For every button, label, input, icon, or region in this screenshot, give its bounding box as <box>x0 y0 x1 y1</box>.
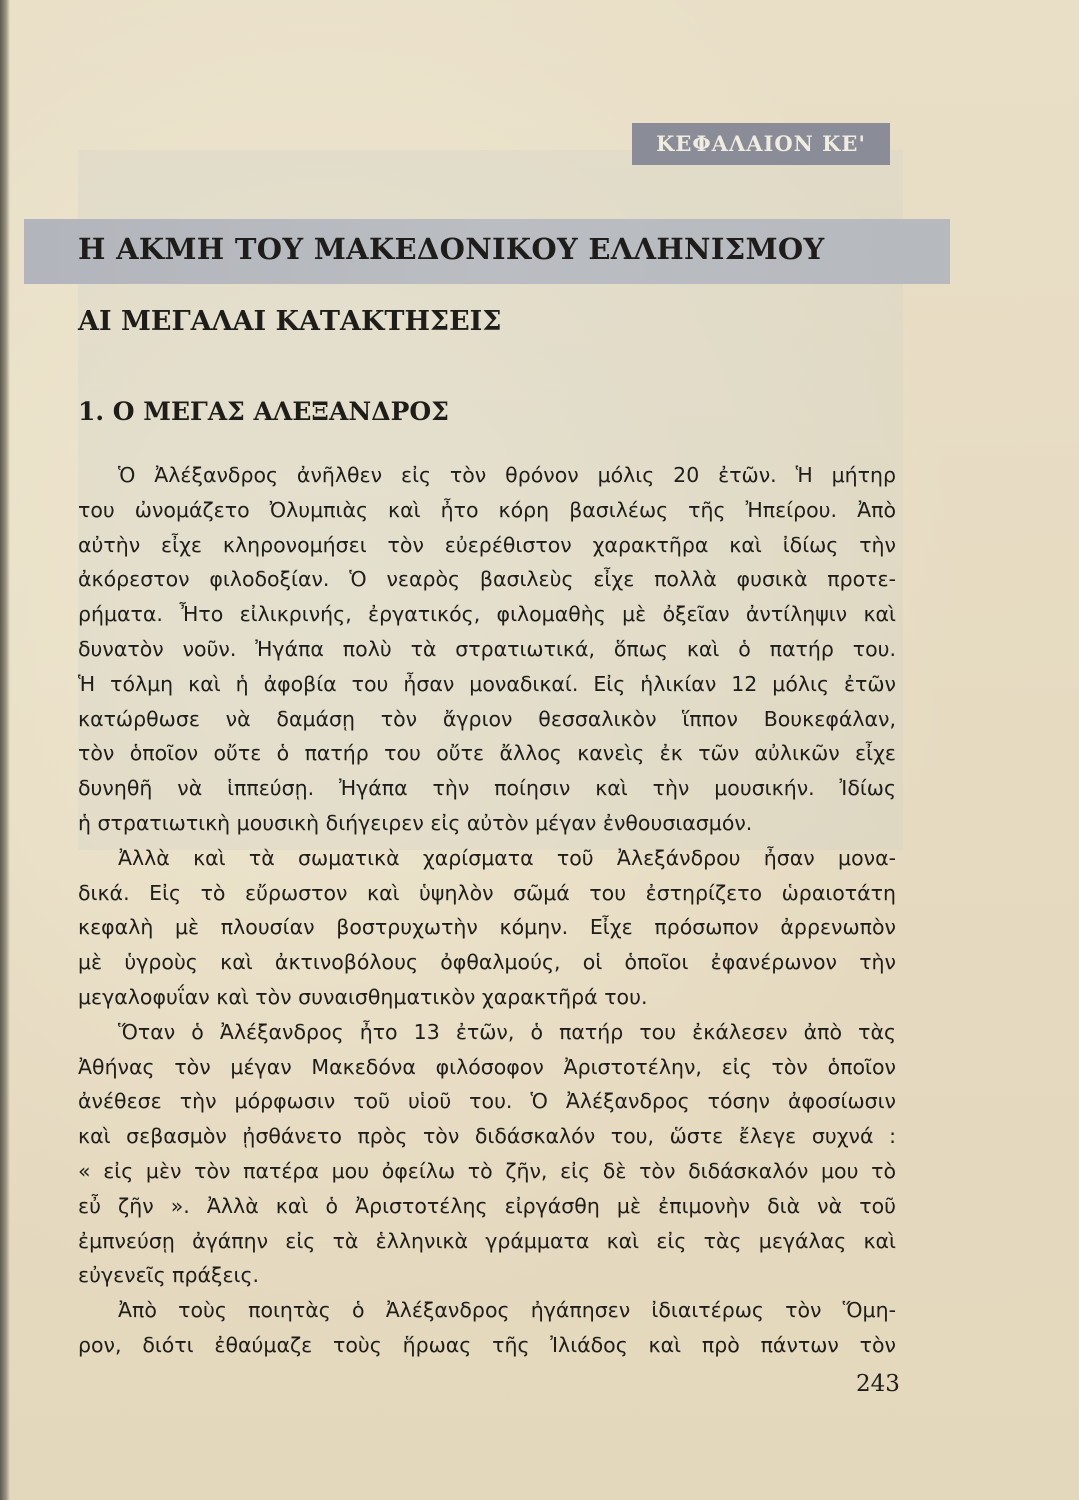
page-number: 243 <box>856 1371 900 1397</box>
text-line: δικά. Εἰς τὸ εὔρωστον καὶ ὑψηλὸν σῶμά του ἐστηρίζετο ὡραιοτάτη <box>78 880 896 905</box>
text-line: « εἰς μὲν τὸν πατέρα μου ὀφείλω τὸ ζῆν, εἰς δὲ τὸν διδάσκαλόν μου τὸ <box>78 1158 896 1183</box>
text-line: Ὁ Ἀλέξανδρος ἀνῆλθεν εἰς τὸν θρόνον μόλις 20 ἐτῶν. Ἡ μήτηρ <box>118 463 896 487</box>
text-line: μὲ ὑγροὺς καὶ ἀκτινοβόλους ὀφθαλμούς, οἱ ὁποῖοι ἐφανέρωνον τὴν <box>78 950 896 975</box>
text-line: Ἀπὸ τοὺς ποιητὰς ὁ Ἀλέξανδρος ἠγάπησεν ἰδιαιτέρως τὸν Ὅμη- <box>118 1298 896 1323</box>
text-line: Ὅταν ὁ Ἀλέξανδρος ἦτο 13 ἐτῶν, ὁ πατήρ του ἐκάλεσεν ἀπὸ τὰς <box>118 1019 896 1044</box>
text-line: μεγαλοφυΐαν καὶ τὸν συναισθηματικὸν χαρακτῆρά του. <box>78 984 648 1009</box>
text-line: ρήματα. Ἦτο εἰλικρινής, ἐργατικός, φιλομαθὴς μὲ ὀξεῖαν ἀντίληψιν καὶ <box>78 602 896 627</box>
text-line: καὶ σεβασμὸν ᾐσθάνετο πρὸς τὸν διδάσκαλόν του, ὥστε ἔλεγε συχνά : <box>78 1124 896 1149</box>
text-line: τὸν ὁποῖον οὔτε ὁ πατήρ του οὔτε ἄλλος κανεὶς ἐκ τῶν αὐλικῶν εἶχε <box>78 741 896 766</box>
sub-title: ΑΙ ΜΕΓΑΛΑΙ ΚΑΤΑΚΤΗΣΕΙΣ <box>78 306 502 337</box>
main-title: Η ΑΚΜΗ ΤΟΥ ΜΑΚΕΔΟΝΙΚΟΥ ΕΛΛΗΝΙΣΜΟΥ <box>78 232 825 266</box>
text-line: Ἀθήνας τὸν μέγαν Μακεδόνα φιλόσοφον Ἀριστοτέλην, εἰς τὸν ὁποῖον <box>78 1054 896 1079</box>
text-line: του ὠνομάζετο Ὀλυμπιὰς καὶ ἦτο κόρη βασιλέως τῆς Ἠπείρου. Ἀπὸ <box>78 497 896 522</box>
text-line: Ἡ τόλμη καὶ ἡ ἀφοβία του ἦσαν μοναδικαί. Εἰς ἡλικίαν 12 μόλις ἐτῶν <box>78 671 896 696</box>
text-line: εὖ ζῆν ». Ἀλλὰ καὶ ὁ Ἀριστοτέλης εἰργάσθη μὲ ἐπιμονὴν διὰ νὰ τοῦ <box>78 1193 896 1218</box>
text-line: αὐτὴν εἶχε κληρονομήσει τὸν εὐερέθιστον χαρακτῆρα καὶ ἰδίως τὴν <box>78 532 896 557</box>
text-line: κατώρθωσε νὰ δαμάσῃ τὸν ἄγριον θεσσαλικὸν ἵππον Βουκεφάλαν, <box>78 706 896 731</box>
text-line: ρον, διότι ἐθαύμαζε τοὺς ἥρωας τῆς Ἰλιάδος καὶ πρὸ πάντων τὸν <box>78 1332 896 1357</box>
text-line: ἡ στρατιωτικὴ μουσικὴ διήγειρεν εἰς αὐτὸν μέγαν ἐνθουσιασμόν. <box>78 810 753 835</box>
text-line: κεφαλὴ μὲ πλουσίαν βοστρυχωτὴν κόμην. Εἶχε πρόσωπον ἀρρενωπὸν <box>78 915 896 940</box>
section-title: 1. Ο ΜΕΓΑΣ ΑΛΕΞΑΝΔΡΟΣ <box>78 397 449 426</box>
text-line: δυνατὸν νοῦν. Ἠγάπα πολὺ τὰ στρατιωτικά, ὅπως καὶ ὁ πατήρ του. <box>78 636 896 661</box>
text-line: ἀνέθεσε τὴν μόρφωσιν τοῦ υἱοῦ του. Ὁ Ἀλέξανδρος τόσην ἀφοσίωσιν <box>78 1089 896 1114</box>
text-line: ἐμπνεύσῃ ἀγάπην εἰς τὰ ἑλληνικὰ γράμματα καὶ εἰς τὰς μεγάλας καὶ <box>78 1228 896 1253</box>
text-line: ἀκόρεστον φιλοδοξίαν. Ὁ νεαρὸς βασιλεὺς εἶχε πολλὰ φυσικὰ προτε- <box>78 567 896 592</box>
text-line: δυνηθῆ νὰ ἱππεύσῃ. Ἠγάπα τὴν ποίησιν καὶ τὴν μουσικήν. Ἰδίως <box>78 776 896 801</box>
chapter-tag: ΚΕΦΑΛΑΙΟΝ ΚΕ' <box>632 123 890 165</box>
text-line: Ἀλλὰ καὶ τὰ σωματικὰ χαρίσματα τοῦ Ἀλεξάνδρου ἦσαν μονα- <box>118 845 896 870</box>
text-line: εὐγενεῖς πράξεις. <box>78 1263 260 1288</box>
binding-edge <box>0 0 10 1500</box>
body-text <box>78 458 896 1363</box>
